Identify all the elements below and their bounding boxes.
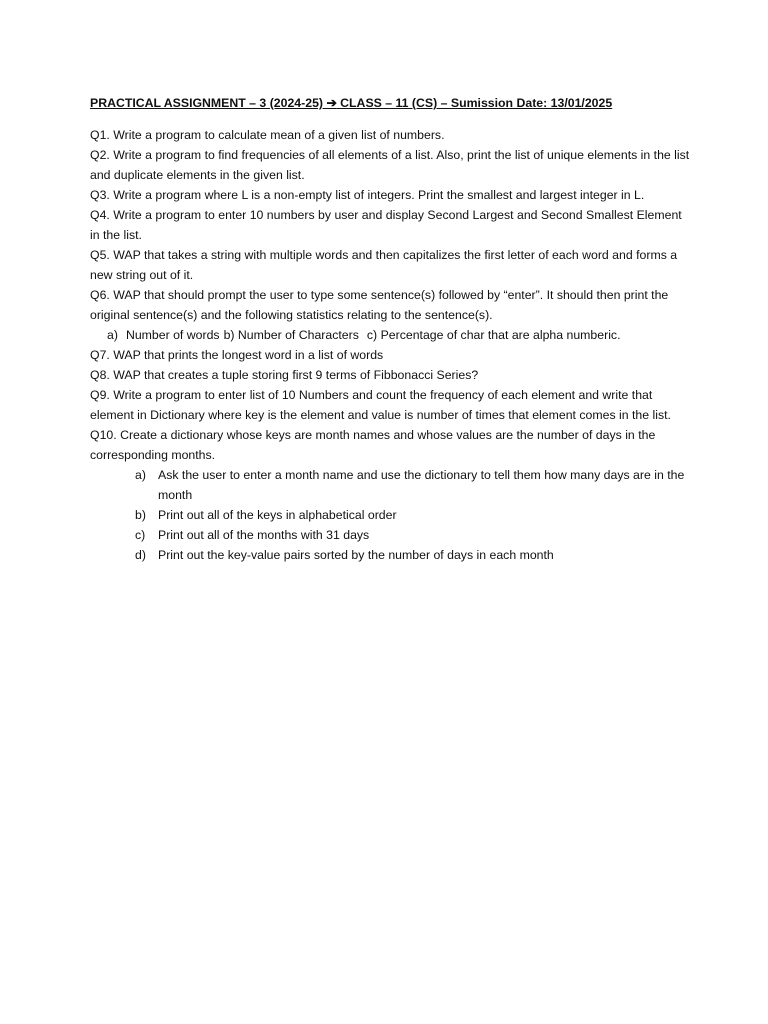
q6-sub-a: Number of words	[125, 328, 220, 342]
page-title	[90, 93, 690, 113]
question-1: Q1. Write a program to calculate mean of a given list of numbers.	[90, 128, 445, 142]
list-item	[90, 505, 690, 525]
list-item-text: Print out all of the months with 31 days	[158, 528, 370, 542]
question-7: Q7. WAP that prints the longest word in a list of words	[90, 348, 384, 362]
title-part-1: PRACTICAL ASSIGNMENT – 3 (2024-25)	[90, 96, 327, 110]
q6-sub-b: b) Number of Characters	[223, 328, 359, 342]
list-item	[90, 525, 690, 545]
question-8: Q8. WAP that creates a tuple storing first 9 terms of Fibbonacci Series?	[90, 368, 479, 382]
arrow-right-icon: ➔	[326, 96, 337, 110]
list-item-text: Ask the user to enter a month name and use the dictionary to tell them how many days are in the month	[158, 468, 685, 502]
list-item	[90, 465, 690, 505]
list-item	[90, 545, 690, 565]
question-2: Q2. Write a program to find frequencies of all elements of a list. Also, print the list of unique elements in the list and duplicate elements in the given list.	[90, 148, 690, 182]
question-10: Q10. Create a dictionary whose keys are month names and whose values are the number of days in the corresponding months.	[90, 428, 656, 462]
list-marker: a)	[135, 468, 146, 482]
question-6-stats-list	[90, 325, 690, 345]
list-item-text: Print out all of the keys in alphabetical order	[158, 508, 397, 522]
list-marker: b)	[135, 508, 146, 522]
question-6: Q6. WAP that should prompt the user to type some sentence(s) followed by “enter”. It should then print the original sentence(s) and the following statistics relating to the sentence(s).	[90, 288, 669, 322]
question-9: Q9. Write a program to enter list of 10 Numbers and count the frequency of each element and write that element in Dictionary where key is the element and value is number of times that element comes in the list.	[90, 388, 671, 422]
question-5: Q5. WAP that takes a string with multiple words and then capitalizes the first letter of each word and forms a new string out of it.	[90, 248, 678, 282]
q6-sub-a-marker: a)	[107, 328, 118, 342]
assignment-body	[90, 93, 690, 565]
list-item-text: Print out the key-value pairs sorted by the number of days in each month	[158, 548, 554, 562]
list-marker: c)	[135, 528, 146, 542]
title-part-2: CLASS – 11 (CS) – Sumission Date: 13/01/2025	[336, 96, 613, 110]
q6-sub-c: c) Percentage of char that are alpha numberic.	[366, 328, 621, 342]
list-marker: d)	[135, 548, 146, 562]
question-3: Q3. Write a program where L is a non-empty list of integers. Print the smallest and largest integer in L.	[90, 188, 645, 202]
question-10-sublist	[90, 465, 690, 565]
question-4: Q4. Write a program to enter 10 numbers by user and display Second Largest and Second Smallest Element in the list.	[90, 208, 682, 242]
